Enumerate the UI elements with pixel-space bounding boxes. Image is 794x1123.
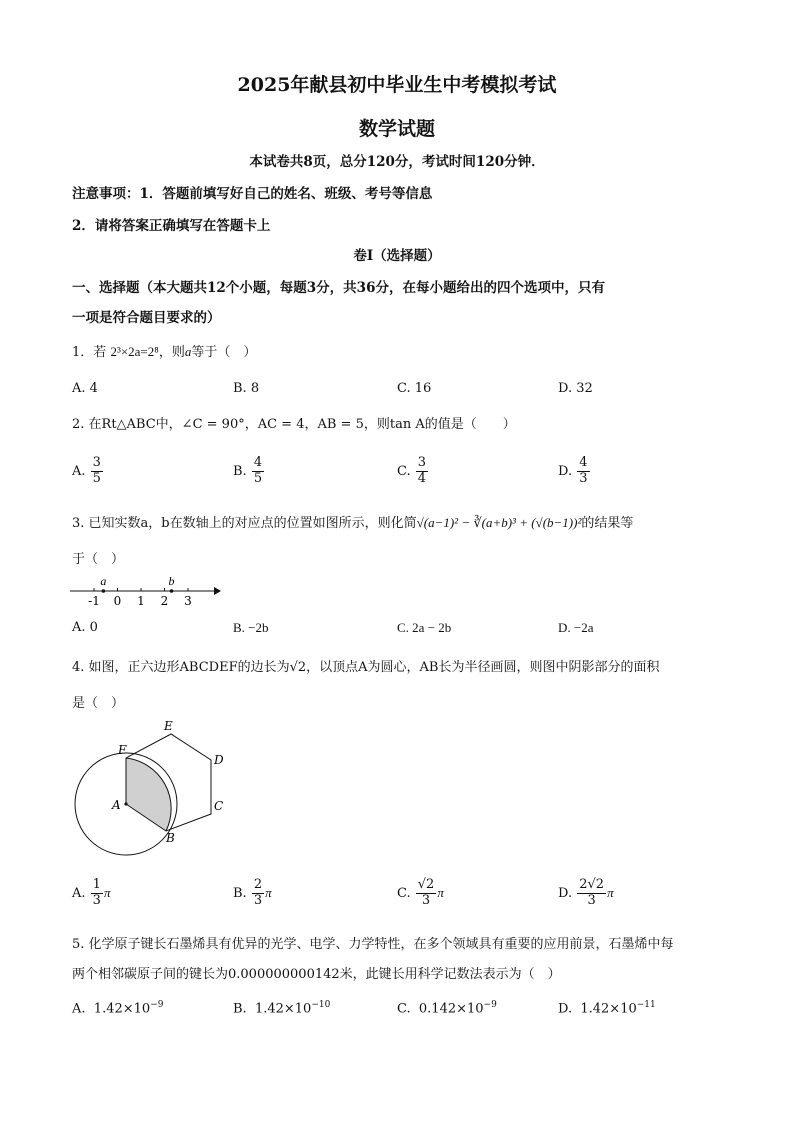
q2-c-num: 3 xyxy=(417,455,427,470)
q4-option-a-label: A. xyxy=(72,885,86,901)
exam-info: 本试卷共8页，总分120分，考试时间120分钟． xyxy=(249,154,545,170)
center-a-dot xyxy=(124,802,127,805)
q4-a-den: 3 xyxy=(92,892,101,908)
q2-a-den: 5 xyxy=(92,470,101,486)
q3-option-a[interactable]: A. 0 xyxy=(72,620,98,635)
q5-option-c-label: C. xyxy=(397,1001,411,1017)
question-4: 4. 如图，正六边形ABCDEF的边长为√2，以顶点A为圆心，AB长为半径画圆，则图中阴影部分的面积 xyxy=(72,660,660,675)
q2-option-b-label: B. xyxy=(233,463,247,479)
q3-option-c[interactable]: C. 2a − 2b xyxy=(397,620,452,635)
q1-var: a xyxy=(184,344,192,359)
q3-text-b: 的结果等 xyxy=(581,516,634,531)
q4-option-a[interactable] xyxy=(72,878,110,909)
q4-c-pi: π xyxy=(437,884,444,900)
q1-expression: 2³×2a=2⁸ xyxy=(110,344,159,359)
q4-d-num: 2√2 xyxy=(579,877,605,892)
q2-option-a-label: A. xyxy=(72,463,86,479)
q1-option-a[interactable]: A. 4 xyxy=(72,381,98,396)
q5-b-exp: −10 xyxy=(311,1000,331,1010)
q5-c-exp: −9 xyxy=(483,1000,497,1010)
number-line-tick-label: 3 xyxy=(184,594,192,608)
q2-option-c[interactable] xyxy=(397,456,429,487)
q3-option-d[interactable]: D. −2a xyxy=(558,620,594,635)
q4-option-d[interactable] xyxy=(558,878,614,909)
q5-option-c[interactable] xyxy=(397,1000,497,1016)
q2-b-den: 5 xyxy=(253,470,263,486)
q5-option-b-label: B. xyxy=(233,1001,247,1017)
number-line-figure xyxy=(66,570,226,610)
q4-option-c[interactable] xyxy=(397,878,444,909)
q4-d-pi: π xyxy=(607,884,614,900)
q1-number: 1． xyxy=(72,345,94,360)
q2-option-d-label: D. xyxy=(558,463,573,479)
q1-tail: 等于（ ） xyxy=(191,345,257,360)
q4-b-num: 2 xyxy=(253,877,263,892)
q2-d-num: 4 xyxy=(579,455,588,470)
q2-option-a[interactable] xyxy=(72,456,104,487)
q2-options xyxy=(72,448,732,488)
q3-option-b[interactable]: B. −2b xyxy=(233,620,269,635)
q5-text-b: 两个相邻碳原子间的键长为0.000000000142米，此键长用科学记数法表示为（ ） xyxy=(72,967,561,982)
vertex-c-label: C xyxy=(214,799,224,813)
q5-option-b[interactable] xyxy=(233,1000,330,1016)
number-line-arrow xyxy=(214,587,221,595)
q2-c-den: 4 xyxy=(417,470,427,486)
q4-a-pi: π xyxy=(103,884,111,900)
q4-c-den: 3 xyxy=(421,892,431,908)
number-line-tick-label: 2 xyxy=(160,594,169,608)
q2-a-num: 3 xyxy=(92,455,101,470)
q2-option-c-label: C. xyxy=(397,463,411,479)
q5-d-exp: −11 xyxy=(636,1000,656,1010)
q2-option-b[interactable] xyxy=(233,456,265,487)
q5-option-d[interactable] xyxy=(558,1000,656,1016)
point-b-label: b xyxy=(168,574,175,588)
q5-a-exp: −9 xyxy=(150,1000,164,1010)
q2-option-d[interactable] xyxy=(558,456,591,487)
question-2: 2. 在Rt△ABC中，∠C = 90°，AC = 4，AB = 5，则tan A的值是（ ） xyxy=(72,417,516,432)
number-line-tick-label: -1 xyxy=(88,594,100,608)
q4-b-den: 3 xyxy=(253,892,263,908)
number-line-tick-label: 1 xyxy=(137,594,145,608)
q4-text-b: 是（ ） xyxy=(72,696,125,711)
part-title: 卷Ⅰ（选择题） xyxy=(353,248,441,264)
q4-c-num: √2 xyxy=(417,877,435,892)
q1-option-c[interactable]: C. 16 xyxy=(397,381,432,396)
q4-options xyxy=(72,872,732,916)
point-a-dot xyxy=(102,589,106,593)
q4-b-pi: π xyxy=(265,884,272,900)
hexagon-circle-figure xyxy=(66,712,246,862)
vertex-b-label: B xyxy=(166,831,175,845)
q4-option-b-label: B. xyxy=(233,885,247,901)
q5-c-base: 0.142×10 xyxy=(418,1001,484,1017)
section-intro-2: 一项是符合题目要求的） xyxy=(72,310,221,326)
q5-option-a[interactable] xyxy=(72,1000,163,1016)
notice-line-1: 注意事项：1．答题前填写好自己的姓名、班级、考号等信息 xyxy=(72,186,433,202)
vertex-e-label: E xyxy=(164,719,173,733)
q1-post: ，则 xyxy=(158,345,185,360)
q4-a-num: 1 xyxy=(92,877,101,892)
q1-option-d[interactable]: D. 32 xyxy=(558,381,593,396)
q5-b-base: 1.42×10 xyxy=(254,1001,312,1017)
number-line-tick-label: 0 xyxy=(113,594,122,608)
q5-d-base: 1.42×10 xyxy=(580,1001,637,1017)
section-intro-1: 一、选择题（本大题共12个小题，每题3分，共36分，在每小题给出的四个选项中，只有 xyxy=(72,280,605,296)
point-b-dot xyxy=(170,589,174,593)
vertex-a-label: A xyxy=(112,798,121,812)
point-a-label: a xyxy=(100,574,107,588)
q4-option-d-label: D. xyxy=(558,885,573,901)
q3-text-a: 3. 已知实数a，b在数轴上的对应点的位置如图所示，则化简 xyxy=(72,516,417,531)
q4-option-b[interactable] xyxy=(233,878,272,909)
notice-line-2: 2．请将答案正确填写在答题卡上 xyxy=(72,218,271,234)
question-5: 5. 化学原子键长石墨烯具有优异的光学、电学、力学特性，在多个领域具有重要的应用前景，石墨烯中每 xyxy=(72,937,674,952)
shaded-region xyxy=(126,758,171,831)
vertex-d-label: D xyxy=(214,753,224,767)
question-1 xyxy=(72,341,256,360)
question-3 xyxy=(72,512,732,531)
q3-expression: √(a−1)² − ∛(a+b)³ + (√(b−1))² xyxy=(416,515,582,530)
q5-option-d-label: D. xyxy=(558,1001,573,1017)
q4-d-den: 3 xyxy=(587,892,596,908)
q2-b-num: 4 xyxy=(253,455,263,470)
q5-option-a-label: A. xyxy=(72,1001,86,1017)
exam-title: 2025年献县初中毕业生中考模拟考试 xyxy=(237,74,557,96)
q3-text-c: 于（ ） xyxy=(72,552,125,567)
q2-d-den: 3 xyxy=(579,470,588,486)
q1-pre: 若 xyxy=(93,345,107,360)
q1-option-b[interactable]: B. 8 xyxy=(233,381,260,396)
vertex-f-label: F xyxy=(118,743,127,757)
exam-subject: 数学试题 xyxy=(358,118,435,140)
q4-option-c-label: C. xyxy=(397,885,411,901)
q5-a-base: 1.42×10 xyxy=(93,1001,151,1017)
